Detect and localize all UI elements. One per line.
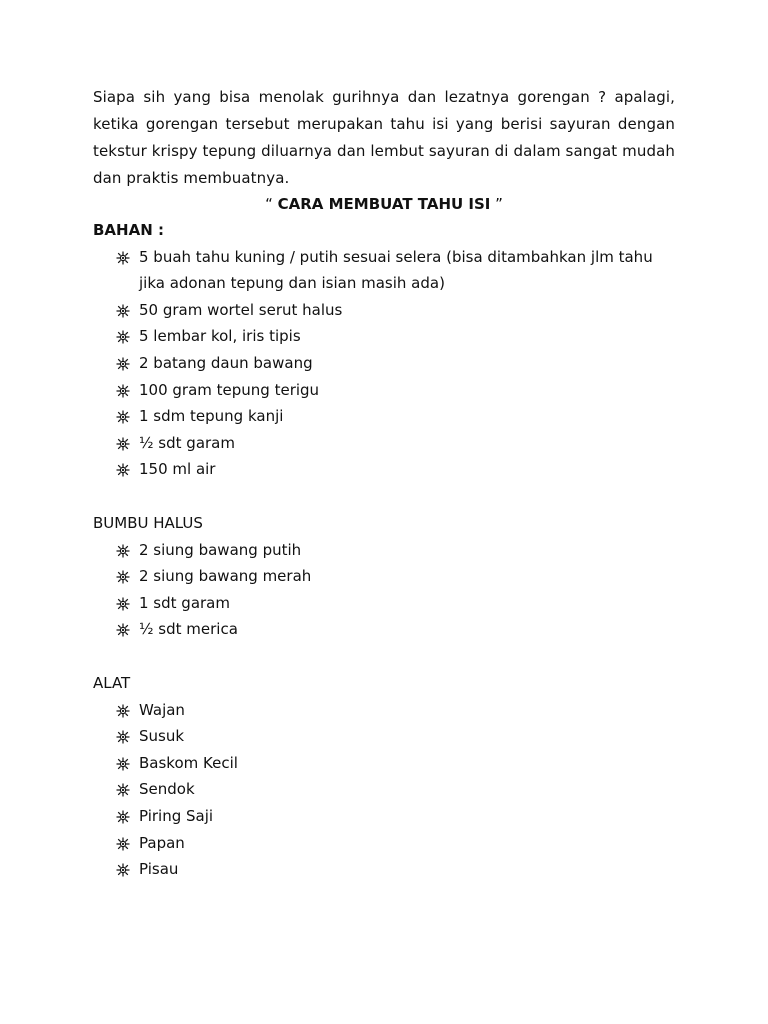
ornament-flower-icon [116,410,130,424]
list-item-text: Piring Saji [139,806,214,825]
list-item-text: 1 sdt garam [139,593,230,612]
list-item-text: 100 gram tepung terigu [139,380,320,399]
ornament-flower-icon [116,623,130,637]
list-item-text: 2 siung bawang putih [139,540,302,559]
list-item-text: Papan [139,833,185,852]
title-close-quote: ” [495,195,503,213]
list-item [93,297,659,324]
ornament-flower-icon [116,730,130,744]
ornament-flower-icon [116,597,130,611]
list-item [93,750,659,777]
title-text: CARA MEMBUAT TAHU ISI [277,195,491,213]
ornament-flower-icon [116,837,130,851]
list-item [93,776,659,803]
list-item [93,830,659,857]
ornament-flower-icon [116,757,130,771]
list-item [93,244,659,297]
ornament-flower-icon [116,304,130,318]
section-alat [93,670,693,883]
list-item [93,616,659,643]
ornament-flower-icon [116,384,130,398]
list-item [93,403,659,430]
bahan-list [93,244,693,483]
list-item [93,456,659,483]
ornament-flower-icon [116,463,130,477]
list-item-text: 2 batang daun bawang [139,353,313,372]
ornament-flower-icon [116,330,130,344]
list-item [93,323,659,350]
list-item [93,350,659,377]
ornament-flower-icon [116,570,130,584]
list-item-text: 5 buah tahu kuning / putih sesuai selera (bisa ditambahkan jlm tahu jika adonan tepung dan isian masih ada) [139,247,653,293]
section-bumbu-halus [93,510,693,643]
section-bahan [93,217,693,483]
list-item-text: Pisau [139,860,179,879]
ornament-flower-icon [116,863,130,877]
ornament-flower-icon [116,544,130,558]
list-item-text: Sendok [139,780,195,799]
title-open-quote: “ [265,195,273,213]
intro-paragraph: Siapa sih yang bisa menolak gurihnya dan lezatnya gorengan ? apalagi, ketika gorengan tersebut merupakan tahu isi yang berisi sayuran dengan tekstur krispy tepung diluarnya dan lembut sayuran di dalam sangat mudah dan praktis membuatnya. [93,88,675,187]
section-heading-bumbu-halus: BUMBU HALUS [93,514,203,532]
bumbu-list [93,537,693,643]
list-item [93,803,659,830]
ornament-flower-icon [116,704,130,718]
list-item-text: 150 ml air [139,460,216,479]
ornament-flower-icon [116,251,130,265]
list-item [93,430,659,457]
list-item [93,590,659,617]
ornament-flower-icon [116,357,130,371]
ornament-flower-icon [116,810,130,824]
list-item-text: 50 gram wortel serut halus [139,300,343,319]
list-item [93,856,659,883]
ornament-flower-icon [116,783,130,797]
ornament-flower-icon [116,437,130,451]
recipe-title [0,192,768,216]
list-item-text: Baskom Kecil [139,753,238,772]
list-item-text: Wajan [139,700,185,719]
section-heading-alat: ALAT [93,674,131,692]
list-item-text: Susuk [139,727,185,746]
list-item [93,563,659,590]
list-item-text: ½ sdt merica [139,620,238,639]
section-heading-bahan: BAHAN : [93,221,164,239]
list-item [93,377,659,404]
list-item-text: ½ sdt garam [139,433,235,452]
list-item-text: 5 lembar kol, iris tipis [139,327,301,346]
list-item [93,537,659,564]
list-item-text: 2 siung bawang merah [139,567,312,586]
list-item [93,697,659,724]
alat-list [93,697,693,883]
list-item-text: 1 sdm tepung kanji [139,407,284,426]
list-item [93,723,659,750]
